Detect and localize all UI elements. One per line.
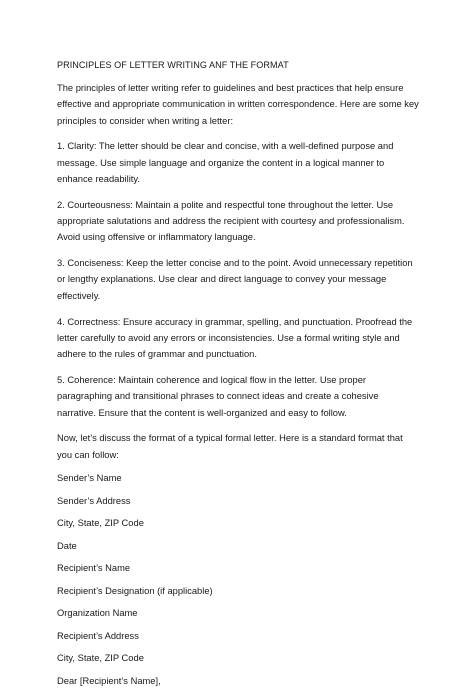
format-field-salutation: Dear [Recipient’s Name],	[57, 675, 161, 686]
document-title: PRINCIPLES OF LETTER WRITING ANF THE FORMAT	[57, 60, 289, 70]
format-field-date: Date	[57, 540, 77, 551]
principle-coherence: 5. Coherence: Maintain coherence and logical flow in the letter. Use proper paragraphing and transitional phrases to connect ideas and create a cohesive narrative. Ensure that the content is well-organized and easy to follow.	[57, 374, 379, 418]
format-field-recipient-designation: Recipient’s Designation (if applicable)	[57, 585, 213, 596]
format-field-sender-address: Sender’s Address	[57, 495, 131, 506]
format-field-sender-name: Sender’s Name	[57, 473, 122, 484]
format-field-recipient-name: Recipient’s Name	[57, 563, 131, 574]
format-field-recipient-city-state-zip: City, State, ZIP Code	[57, 653, 144, 664]
principle-clarity: 1. Clarity: The letter should be clear and concise, with a well-defined purpose and message. Use simple language and organize the content in a logical manner to enhance readability.	[57, 141, 394, 184]
format-field-recipient-address: Recipient’s Address	[57, 630, 139, 641]
principle-courteousness: 2. Courteousness: Maintain a polite and respectful tone throughout the letter. Use appropriate salutations and address the recipient with courtesy and professionalism. Avoid using offensive or inflammatory language.	[57, 199, 405, 243]
format-field-sender-city-state-zip: City, State, ZIP Code	[57, 518, 144, 529]
principle-conciseness: 3. Conciseness: Keep the letter concise and to the point. Avoid unnecessary repetition or lengthy explanations. Use clear and direct language to convey your message effectively.	[57, 258, 413, 301]
intro-paragraph: The principles of letter writing refer to guidelines and best practices that help ensure effective and appropriate communication in written correspondence. Here are some key principles to consider when writing a letter:	[57, 83, 419, 126]
format-field-organization-name: Organization Name	[57, 608, 138, 619]
principle-correctness: 4. Correctness: Ensure accuracy in grammar, spelling, and punctuation. Proofread the letter carefully to avoid any errors or inconsistencies. Use a formal writing style and adhere to the rules of grammar and punctuation.	[57, 316, 413, 360]
format-intro-paragraph: Now, let’s discuss the format of a typical formal letter. Here is a standard format that you can follow:	[57, 433, 403, 460]
document-body	[57, 58, 419, 697]
